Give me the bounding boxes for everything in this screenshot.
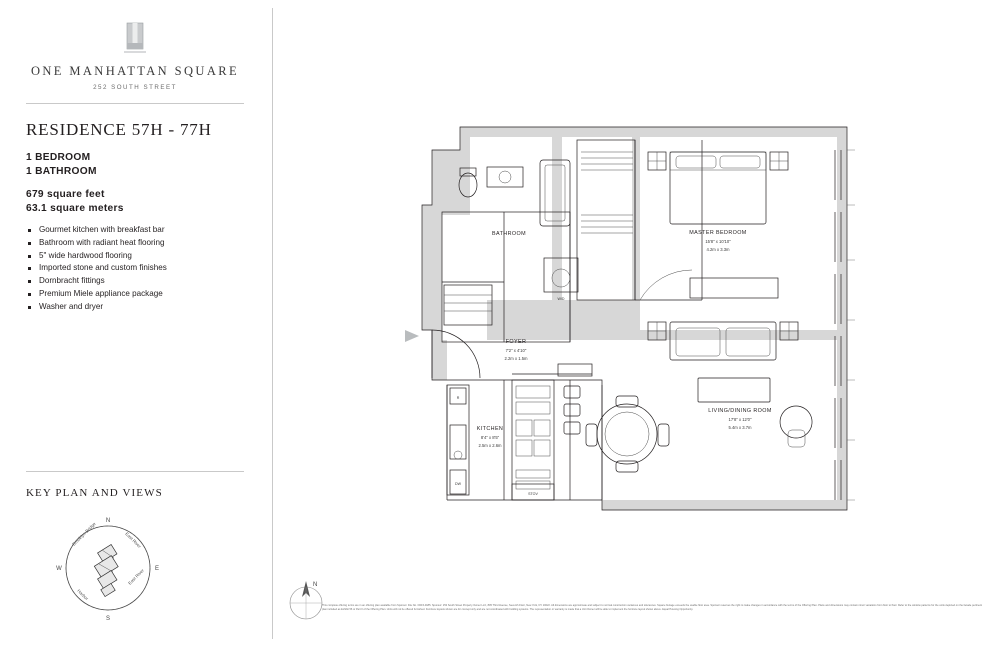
- room-dim-kitchen-ft: 8'4" x 8'5": [480, 435, 500, 440]
- key-plan-label-w: W: [56, 566, 62, 572]
- room-label-master-bedroom: MASTER BEDROOM: [689, 230, 747, 236]
- room-dim-kitchen-m: 2.5m x 2.6m: [478, 443, 502, 448]
- floorplan-panel: [272, 0, 1000, 647]
- divider-middle: [26, 471, 244, 472]
- key-plan-label-sw: Harbor: [76, 588, 90, 602]
- legal-disclaimer: This complete offering terms are in an offering plan available from Sponsor. File No. CD15-0185. Sponsor: 252 South Street Property Owner LLC, 805 Third Avenue, Seventh Floor, New York, NY 10022. All dimensions are approximate and subject to normal construction variances and tolerances. Square footage exceeds the usable floor area. Sponsor reserves the right to make changes in accordance with the terms of the Offering Plan. Plans and dimensions may contain minor variations from floor to floor. Refer to the window patterns for the units depicted on the facade pertinent plan included as Exhibit 56 or Part II of the Offering Plan. Units will not be offered furnished. Furniture layouts shown are for concept only and are not coordinated with building systems. The representation or warranty is made that a Unit Owner will be able to implement the furniture layout shown above. Equal Housing Opportunity.: [322, 604, 982, 611]
- list-item: Imported stone and custom finishes: [26, 262, 256, 275]
- list-item: Bathroom with radiant heat flooring: [26, 237, 256, 250]
- key-plan-label-ne: East River: [124, 531, 143, 550]
- key-plan-label-s: S: [105, 616, 111, 622]
- label-dishwasher: DW: [455, 482, 461, 486]
- wall-mass: [422, 127, 847, 510]
- key-plan-title: KEY PLAN AND VIEWS: [26, 487, 163, 499]
- compass-label-n: N: [313, 582, 318, 588]
- features-list: [26, 224, 256, 314]
- room-dim-master-m: 4.2m x 3.3m: [706, 247, 730, 252]
- spec-bedrooms: 1 BEDROOM: [26, 152, 91, 163]
- label-refrigerator: R: [456, 396, 460, 400]
- building-logo-icon: [122, 22, 148, 56]
- room-label-kitchen: KITCHEN: [476, 426, 504, 432]
- spec-area-sqm: 63.1 square meters: [26, 203, 124, 214]
- compass-icon: [284, 575, 328, 623]
- room-label-bathroom: BATHROOM: [492, 231, 526, 237]
- divider-top: [26, 103, 244, 104]
- list-item: Dornbracht fittings: [26, 275, 256, 288]
- list-item: 5" wide hardwood flooring: [26, 250, 256, 263]
- key-plan-label-se: East River: [127, 567, 146, 586]
- floorplan-drawing: [272, 0, 1000, 647]
- label-washer-dryer: W/D: [557, 297, 565, 301]
- list-item: Premium Miele appliance package: [26, 288, 256, 301]
- key-plan-label-nw: Brooklyn Bridge: [71, 521, 97, 547]
- list-item: Washer and dryer: [26, 301, 256, 314]
- label-stove: STOV: [528, 492, 538, 496]
- brand-block: [26, 22, 244, 91]
- key-plan-diagram: [52, 512, 164, 624]
- room-dim-living-m: 5.4m x 3.7m: [728, 425, 752, 430]
- list-item: Gourmet kitchen with breakfast bar: [26, 224, 256, 237]
- spec-area-sqft: 679 square feet: [26, 189, 105, 200]
- room-dim-master-ft: 15'8" x 10'10": [705, 239, 731, 244]
- brand-address: 252 SOUTH STREET: [93, 84, 177, 91]
- key-plan-label-e: E: [154, 566, 160, 572]
- page-title: RESIDENCE 57H - 77H: [26, 120, 212, 139]
- key-plan-label-n: N: [105, 518, 111, 524]
- entry-arrow-icon: [405, 328, 425, 344]
- room-dim-foyer-m: 2.2m x 1.5m: [504, 356, 528, 361]
- brand-name: ONE MANHATTAN SQUARE: [30, 64, 240, 78]
- spec-bathrooms: 1 BATHROOM: [26, 166, 97, 177]
- room-dim-living-ft: 17'8" x 12'0": [728, 417, 752, 422]
- info-panel: [0, 0, 272, 647]
- room-label-living-dining: LIVING/DINING ROOM: [708, 408, 772, 414]
- room-dim-foyer-ft: 7'2" x 4'10": [505, 348, 527, 353]
- room-label-foyer: FOYER: [505, 339, 527, 345]
